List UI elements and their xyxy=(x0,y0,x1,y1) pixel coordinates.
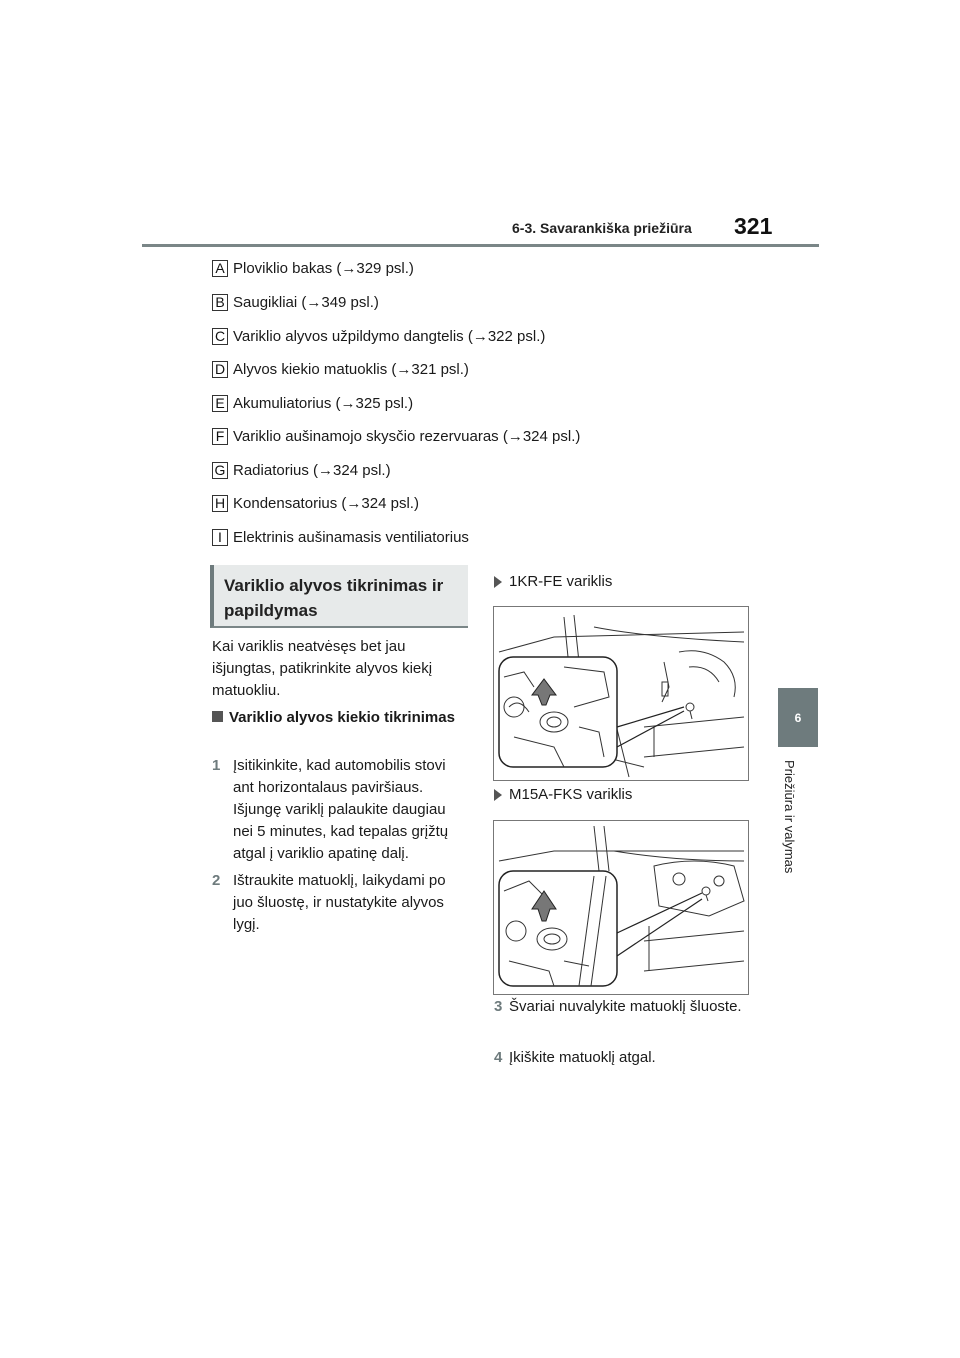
header-divider xyxy=(142,244,819,247)
step-text: Įsitikinkite, kad automobilis stovi ant horizontalaus paviršiaus. Išjungę variklį palaukite daugiau nei 5 minutes, kad tepalas grįžtų atgal į variklio apatinę dalį. xyxy=(233,757,449,862)
legend-letter: E xyxy=(212,395,228,412)
step-text: Įkiškite matuoklį atgal. xyxy=(509,1049,656,1066)
step-text: Ištraukite matuoklį, laikydami po juo šluostę, ir nustatykite alyvos lygį. xyxy=(233,872,446,933)
subheading xyxy=(212,707,462,729)
engine-variant-label: 1KR-FE variklis xyxy=(509,573,613,590)
chapter-number: 6 xyxy=(794,711,802,725)
chapter-label-container xyxy=(782,760,807,900)
square-bullet-icon xyxy=(212,711,223,722)
legend-letter: C xyxy=(212,328,228,345)
step-item xyxy=(494,996,749,1018)
legend-text: Elektrinis aušinamasis ventiliatorius xyxy=(233,529,469,546)
step-item xyxy=(212,755,467,865)
step-text: Švariai nuvalykite matuoklį šluoste. xyxy=(509,998,742,1015)
step-item xyxy=(494,1047,749,1069)
section-header: 6-3. Savarankiška priežiūra xyxy=(512,220,692,236)
legend-text: Saugikliai (→349 psl.) xyxy=(233,294,379,311)
step-number: 2 xyxy=(212,872,221,889)
legend-text: Radiatorius (→324 psl.) xyxy=(233,462,391,479)
engine-bay-drawing xyxy=(494,821,749,995)
legend-letter: D xyxy=(212,361,228,378)
legend-letter: A xyxy=(212,260,228,277)
step-number: 1 xyxy=(212,757,221,774)
legend-text: Akumuliatorius (→325 psl.) xyxy=(233,395,414,412)
legend-letter: B xyxy=(212,294,228,311)
legend-letter: I xyxy=(212,529,228,546)
legend-text: Kondensatorius (→324 psl.) xyxy=(233,495,419,512)
legend-letter: F xyxy=(212,428,228,445)
triangle-bullet-icon xyxy=(494,789,502,801)
legend-text: Alyvos kiekio matuoklis (→321 psl.) xyxy=(233,361,469,378)
step-item xyxy=(212,870,467,936)
engine-illustration-1kr xyxy=(493,606,749,781)
subheading-text: Variklio alyvos kiekio tikrinimas xyxy=(229,709,455,726)
legend-text: Ploviklio bakas (→329 psl.) xyxy=(233,260,414,277)
legend-letter: G xyxy=(212,462,228,479)
engine-variant-label: M15A-FKS variklis xyxy=(509,786,633,803)
intro-paragraph: Kai variklis neatvėsęs bet jau išjungtas, patikrinkite alyvos kiekį matuokliu. xyxy=(212,638,433,699)
section-heading-box xyxy=(210,565,468,628)
page-number: 321 xyxy=(734,213,773,239)
chapter-label: Priežiūra ir valymas xyxy=(782,760,797,874)
chapter-tab xyxy=(778,688,818,747)
legend-text: Variklio alyvos užpildymo dangtelis (→322 psl.) xyxy=(233,328,546,345)
step-number: 3 xyxy=(494,998,503,1015)
engine-illustration-m15a xyxy=(493,820,749,995)
legend-text: Variklio aušinamojo skysčio rezervuaras (→324 psl.) xyxy=(233,428,581,445)
triangle-bullet-icon xyxy=(494,576,502,588)
engine-bay-drawing xyxy=(494,607,749,781)
step-number: 4 xyxy=(494,1049,503,1066)
section-title: Variklio alyvos tikrinimas ir papildymas xyxy=(224,576,444,620)
legend-letter: H xyxy=(212,495,228,512)
